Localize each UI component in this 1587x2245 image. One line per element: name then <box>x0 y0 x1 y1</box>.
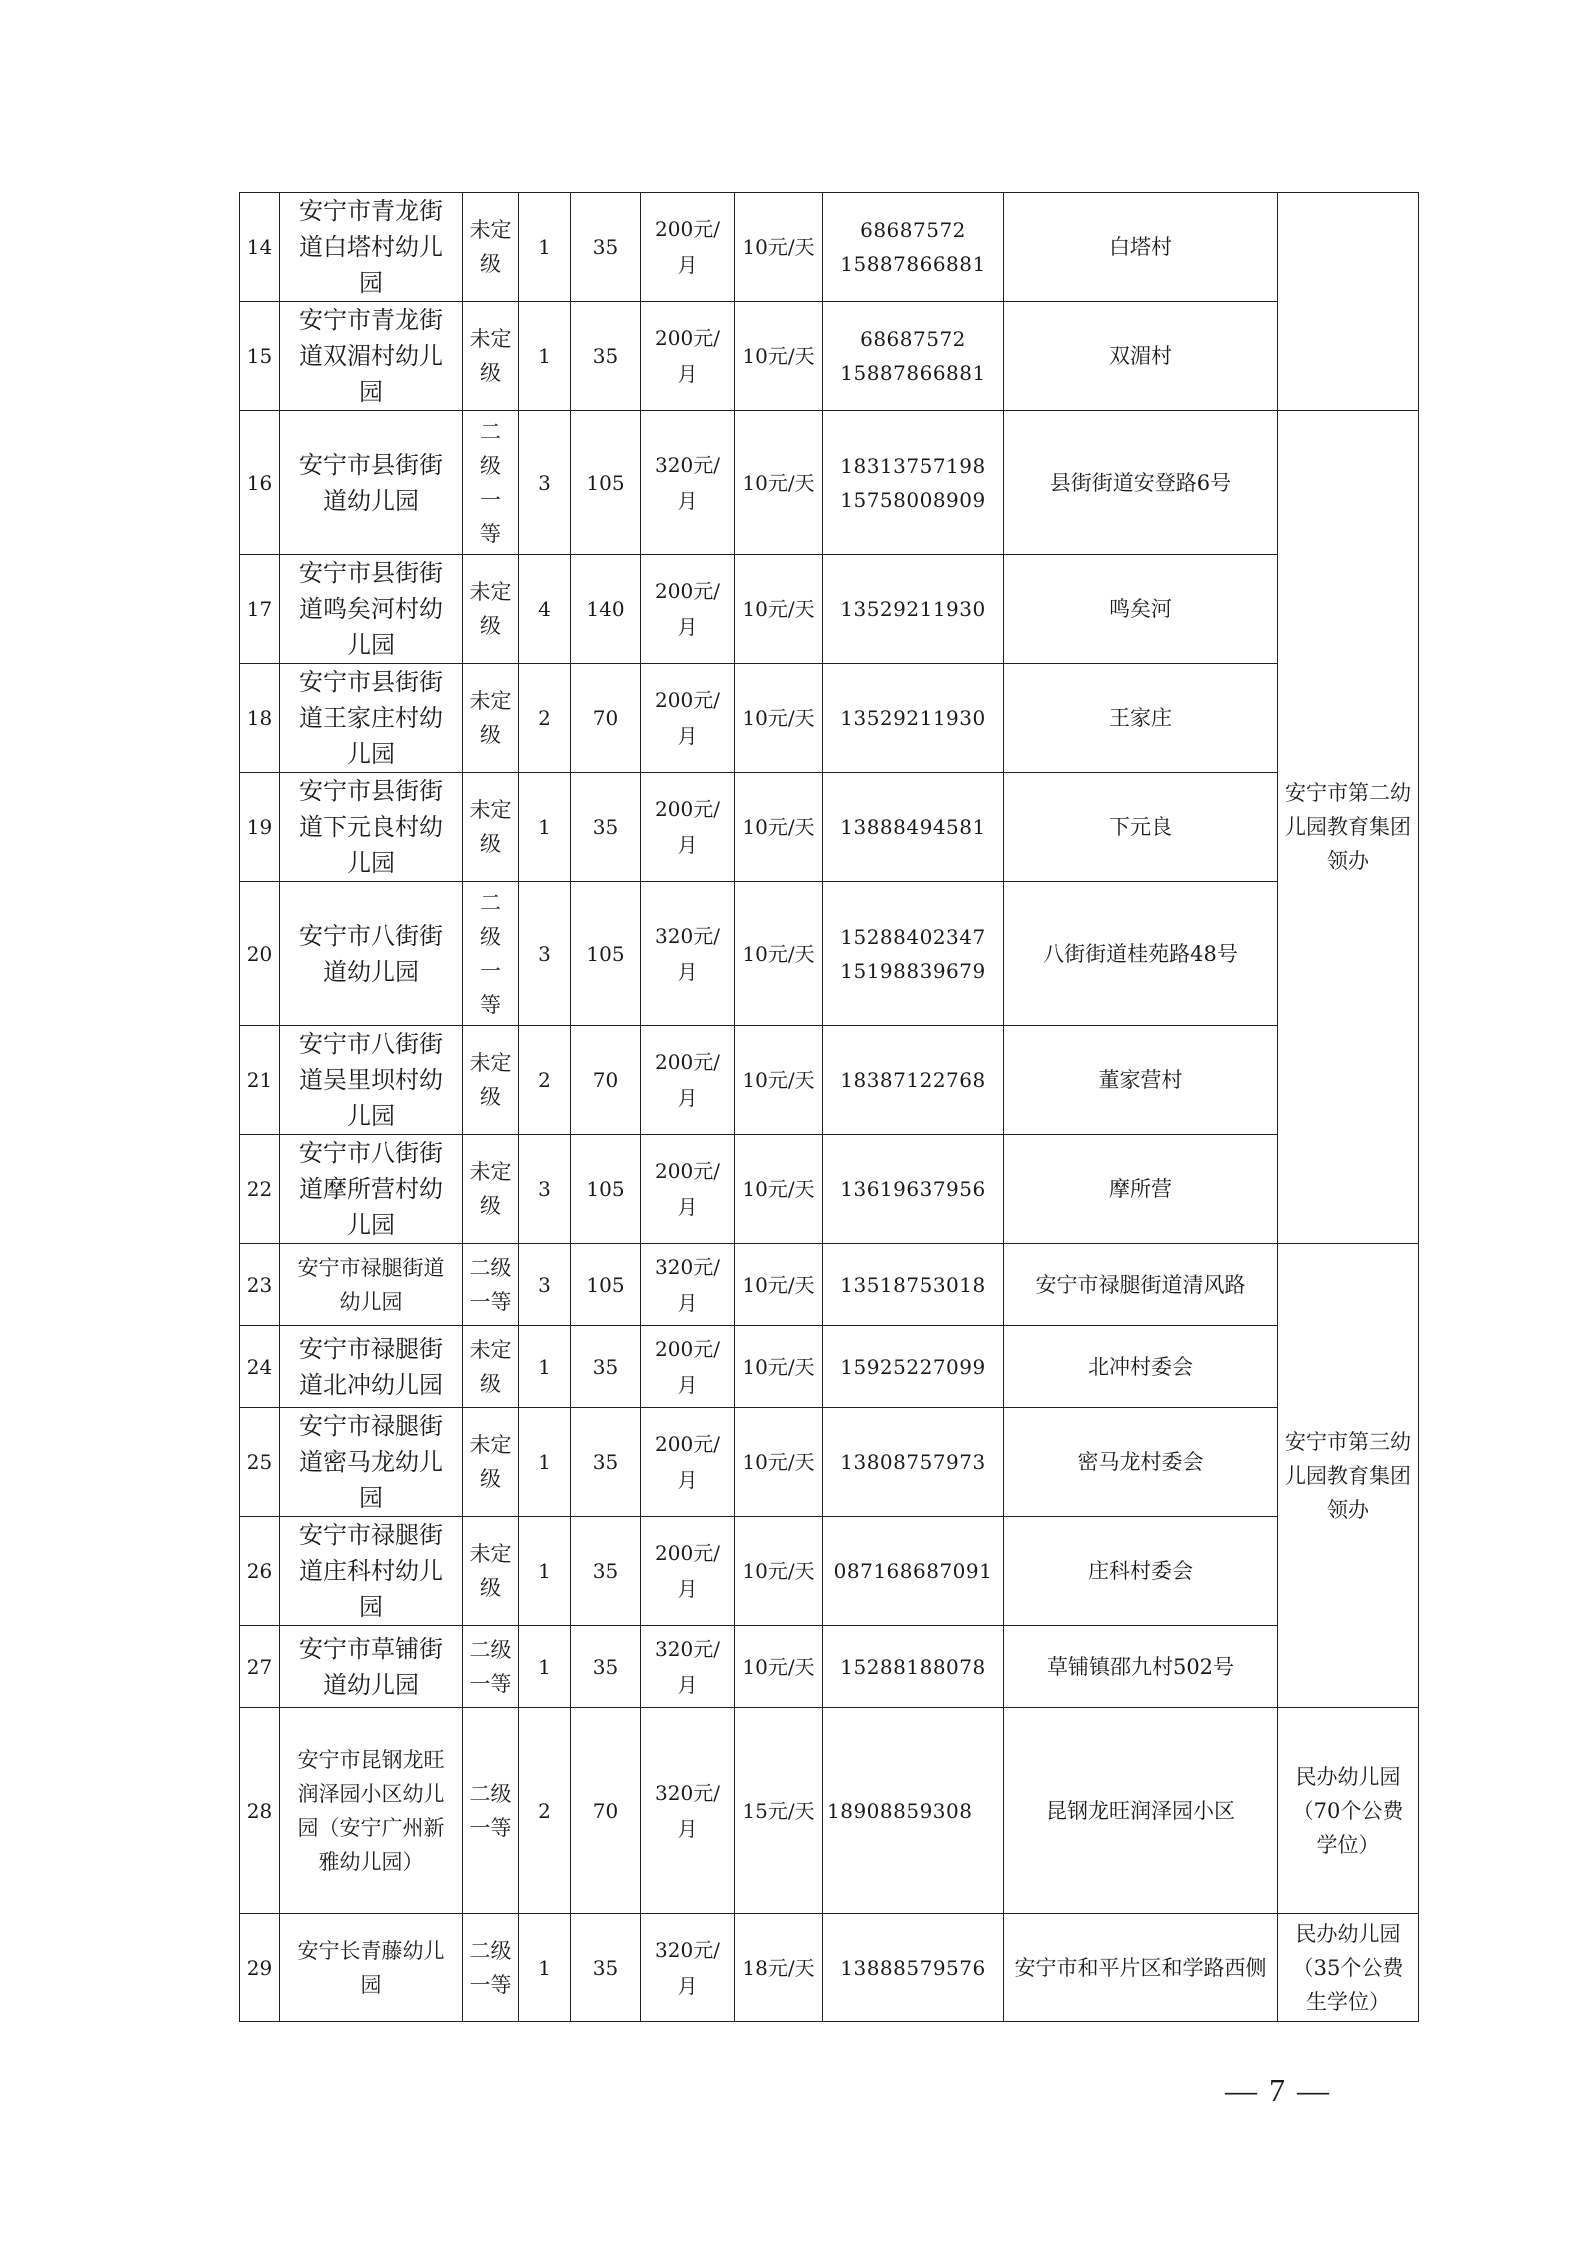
organizer-private-29: 民办幼儿园（35个公费生学位） <box>1278 1914 1419 2022</box>
address: 下元良 <box>1004 773 1278 882</box>
table-row <box>240 193 1419 302</box>
grade: 二级一等 <box>463 1244 519 1326</box>
table-row <box>240 1408 1419 1517</box>
address: 县街街道安登路6号 <box>1004 411 1278 555</box>
address: 董家营村 <box>1004 1026 1278 1135</box>
grade: 二级一等 <box>463 1708 519 1914</box>
organizer-group-2: 安宁市第二幼儿园教育集团领办 <box>1278 411 1419 1244</box>
phone: 087168687091 <box>833 1559 993 1583</box>
address: 庄科村委会 <box>1004 1517 1278 1626</box>
address: 鸣矣河 <box>1004 555 1278 664</box>
kindergarten-name: 安宁市昆钢龙旺润泽园小区幼儿园（安宁广州新雅幼儿园） <box>280 1708 463 1914</box>
phone-cell <box>823 1026 1004 1135</box>
seat-count: 105 <box>571 411 641 555</box>
seat-count: 105 <box>571 1135 641 1244</box>
row-number: 21 <box>240 1026 280 1135</box>
phone-cell <box>823 882 1004 1026</box>
kindergarten-name: 安宁市县街街道下元良村幼儿园 <box>280 773 463 882</box>
seat-count: 35 <box>571 1914 641 2022</box>
class-count: 2 <box>519 1026 571 1135</box>
grade: 二级一等 <box>463 411 519 555</box>
phone: 15288188078 <box>840 1654 986 1679</box>
care-fee: 200元/月 <box>641 664 735 773</box>
phone-cell <box>823 664 1004 773</box>
row-number: 24 <box>240 1326 280 1408</box>
seat-count: 35 <box>571 193 641 302</box>
table-row <box>240 302 1419 411</box>
phone: 15887866881 <box>840 252 986 276</box>
care-fee: 320元/月 <box>641 1244 735 1326</box>
organizer-group-3: 安宁市第三幼儿园教育集团领办 <box>1278 1244 1419 1708</box>
kindergarten-name: 安宁市草铺街道幼儿园 <box>280 1626 463 1708</box>
grade: 未定级 <box>463 302 519 411</box>
care-fee: 320元/月 <box>641 1708 735 1914</box>
class-count: 1 <box>519 193 571 302</box>
organizer-cell <box>1278 193 1419 411</box>
grade: 未定级 <box>463 1026 519 1135</box>
meal-fee: 10元/天 <box>735 664 823 773</box>
phone: 15198839679 <box>840 958 986 983</box>
class-count: 1 <box>519 773 571 882</box>
phone: 18387122768 <box>840 1068 986 1092</box>
phone: 15288402347 <box>840 924 986 949</box>
kindergarten-table <box>239 192 1419 2022</box>
class-count: 3 <box>519 1244 571 1326</box>
address: 安宁市禄腿街道清风路 <box>1004 1244 1278 1326</box>
care-fee: 320元/月 <box>641 1914 735 2022</box>
table-row <box>240 1326 1419 1408</box>
phone: 15758008909 <box>840 487 986 512</box>
kindergarten-name: 安宁市禄腿街道密马龙幼儿园 <box>280 1408 463 1517</box>
meal-fee: 10元/天 <box>735 773 823 882</box>
kindergarten-name: 安宁市禄腿街道北冲幼儿园 <box>280 1326 463 1408</box>
phone: 13888494581 <box>840 815 986 839</box>
kindergarten-name: 安宁市禄腿街道庄科村幼儿园 <box>280 1517 463 1626</box>
row-number: 23 <box>240 1244 280 1326</box>
care-fee: 200元/月 <box>641 555 735 664</box>
grade: 二级一等 <box>463 882 519 1026</box>
phone-cell <box>823 1326 1004 1408</box>
meal-fee: 10元/天 <box>735 1244 823 1326</box>
phone-cell <box>823 1408 1004 1517</box>
meal-fee: 15元/天 <box>735 1708 823 1914</box>
seat-count: 35 <box>571 1408 641 1517</box>
seat-count: 140 <box>571 555 641 664</box>
grade: 未定级 <box>463 1326 519 1408</box>
meal-fee: 10元/天 <box>735 1326 823 1408</box>
address: 密马龙村委会 <box>1004 1408 1278 1517</box>
address: 安宁市和平片区和学路西侧 <box>1004 1914 1278 2022</box>
grade: 二级一等 <box>463 1914 519 2022</box>
table-row <box>240 882 1419 1026</box>
phone-cell <box>823 773 1004 882</box>
page-number: — 7 — <box>1225 2072 1331 2108</box>
table-row <box>240 664 1419 773</box>
row-number: 26 <box>240 1517 280 1626</box>
kindergarten-name: 安宁市八街街道摩所营村幼儿园 <box>280 1135 463 1244</box>
phone-cell <box>823 555 1004 664</box>
class-count: 3 <box>519 882 571 1026</box>
address: 摩所营 <box>1004 1135 1278 1244</box>
kindergarten-name: 安宁长青藤幼儿园 <box>280 1914 463 2022</box>
phone: 13529211930 <box>840 597 986 621</box>
phone: 13808757973 <box>840 1450 986 1474</box>
address: 王家庄 <box>1004 664 1278 773</box>
address: 双湄村 <box>1004 302 1278 411</box>
table-row <box>240 411 1419 555</box>
care-fee: 200元/月 <box>641 193 735 302</box>
phone-cell <box>823 302 1004 411</box>
row-number: 22 <box>240 1135 280 1244</box>
seat-count: 35 <box>571 1517 641 1626</box>
kindergarten-name: 安宁市八街街道吴里坝村幼儿园 <box>280 1026 463 1135</box>
kindergarten-name: 安宁市禄腿街道幼儿园 <box>280 1244 463 1326</box>
row-number: 18 <box>240 664 280 773</box>
row-number: 27 <box>240 1626 280 1708</box>
phone: 13518753018 <box>840 1272 986 1297</box>
phone-cell <box>823 411 1004 555</box>
row-number: 14 <box>240 193 280 302</box>
care-fee: 200元/月 <box>641 302 735 411</box>
meal-fee: 10元/天 <box>735 193 823 302</box>
phone: 13529211930 <box>840 706 986 730</box>
seat-count: 35 <box>571 1626 641 1708</box>
table-row <box>240 773 1419 882</box>
seat-count: 105 <box>571 882 641 1026</box>
care-fee: 200元/月 <box>641 1326 735 1408</box>
seat-count: 35 <box>571 773 641 882</box>
seat-count: 105 <box>571 1244 641 1326</box>
class-count: 1 <box>519 1408 571 1517</box>
organizer-private-28: 民办幼儿园（70个公费学位） <box>1278 1708 1419 1914</box>
phone: 15887866881 <box>840 361 986 385</box>
row-number: 20 <box>240 882 280 1026</box>
grade: 未定级 <box>463 555 519 664</box>
phone-cell <box>823 1135 1004 1244</box>
seat-count: 70 <box>571 1708 641 1914</box>
address: 北冲村委会 <box>1004 1326 1278 1408</box>
class-count: 2 <box>519 664 571 773</box>
seat-count: 35 <box>571 1326 641 1408</box>
care-fee: 200元/月 <box>641 1135 735 1244</box>
phone-cell <box>823 1517 1004 1626</box>
table-row <box>240 1708 1419 1914</box>
row-number: 19 <box>240 773 280 882</box>
address: 昆钢龙旺润泽园小区 <box>1004 1708 1278 1914</box>
kindergarten-name: 安宁市县街街道幼儿园 <box>280 411 463 555</box>
row-number: 29 <box>240 1914 280 2022</box>
phone-cell <box>823 1626 1004 1708</box>
kindergarten-name: 安宁市青龙街道白塔村幼儿园 <box>280 193 463 302</box>
meal-fee: 10元/天 <box>735 302 823 411</box>
grade: 未定级 <box>463 1135 519 1244</box>
class-count: 1 <box>519 1517 571 1626</box>
kindergarten-name: 安宁市县街街道王家庄村幼儿园 <box>280 664 463 773</box>
class-count: 1 <box>519 1914 571 2022</box>
table-row <box>240 1244 1419 1326</box>
meal-fee: 10元/天 <box>735 1135 823 1244</box>
meal-fee: 10元/天 <box>735 1408 823 1517</box>
grade: 未定级 <box>463 1408 519 1517</box>
meal-fee: 10元/天 <box>735 882 823 1026</box>
care-fee: 200元/月 <box>641 1517 735 1626</box>
table-row <box>240 1517 1419 1626</box>
phone: 68687572 <box>860 327 966 351</box>
meal-fee: 10元/天 <box>735 1517 823 1626</box>
grade: 未定级 <box>463 1517 519 1626</box>
class-count: 3 <box>519 411 571 555</box>
class-count: 3 <box>519 1135 571 1244</box>
kindergarten-name: 安宁市县街街道鸣矣河村幼儿园 <box>280 555 463 664</box>
row-number: 28 <box>240 1708 280 1914</box>
row-number: 15 <box>240 302 280 411</box>
phone-cell <box>823 193 1004 302</box>
grade: 未定级 <box>463 773 519 882</box>
phone: 18908859308 <box>827 1798 973 1823</box>
meal-fee: 10元/天 <box>735 555 823 664</box>
grade: 未定级 <box>463 664 519 773</box>
meal-fee: 18元/天 <box>735 1914 823 2022</box>
phone: 18313757198 <box>840 453 986 478</box>
kindergarten-name: 安宁市八街街道幼儿园 <box>280 882 463 1026</box>
row-number: 25 <box>240 1408 280 1517</box>
phone-cell <box>823 1708 1004 1914</box>
grade: 二级一等 <box>463 1626 519 1708</box>
seat-count: 70 <box>571 1026 641 1135</box>
seat-count: 70 <box>571 664 641 773</box>
phone-cell <box>823 1244 1004 1326</box>
care-fee: 200元/月 <box>641 773 735 882</box>
table-row <box>240 1026 1419 1135</box>
class-count: 1 <box>519 1326 571 1408</box>
seat-count: 35 <box>571 302 641 411</box>
class-count: 2 <box>519 1708 571 1914</box>
row-number: 16 <box>240 411 280 555</box>
care-fee: 200元/月 <box>641 1408 735 1517</box>
care-fee: 200元/月 <box>641 1026 735 1135</box>
class-count: 4 <box>519 555 571 664</box>
table-row <box>240 1626 1419 1708</box>
class-count: 1 <box>519 1626 571 1708</box>
class-count: 1 <box>519 302 571 411</box>
phone: 13888579576 <box>840 1955 986 1980</box>
phone: 15925227099 <box>840 1354 986 1379</box>
phone: 13619637956 <box>840 1177 986 1201</box>
care-fee: 320元/月 <box>641 411 735 555</box>
address: 草铺镇邵九村502号 <box>1004 1626 1278 1708</box>
meal-fee: 10元/天 <box>735 1026 823 1135</box>
table-row <box>240 1914 1419 2022</box>
kindergarten-name: 安宁市青龙街道双湄村幼儿园 <box>280 302 463 411</box>
address: 八街街道桂苑路48号 <box>1004 882 1278 1026</box>
meal-fee: 10元/天 <box>735 411 823 555</box>
grade: 未定级 <box>463 193 519 302</box>
phone-cell <box>823 1914 1004 2022</box>
care-fee: 320元/月 <box>641 882 735 1026</box>
address: 白塔村 <box>1004 193 1278 302</box>
phone: 68687572 <box>860 218 966 242</box>
table-row <box>240 1135 1419 1244</box>
row-number: 17 <box>240 555 280 664</box>
care-fee: 320元/月 <box>641 1626 735 1708</box>
table-row <box>240 555 1419 664</box>
meal-fee: 10元/天 <box>735 1626 823 1708</box>
